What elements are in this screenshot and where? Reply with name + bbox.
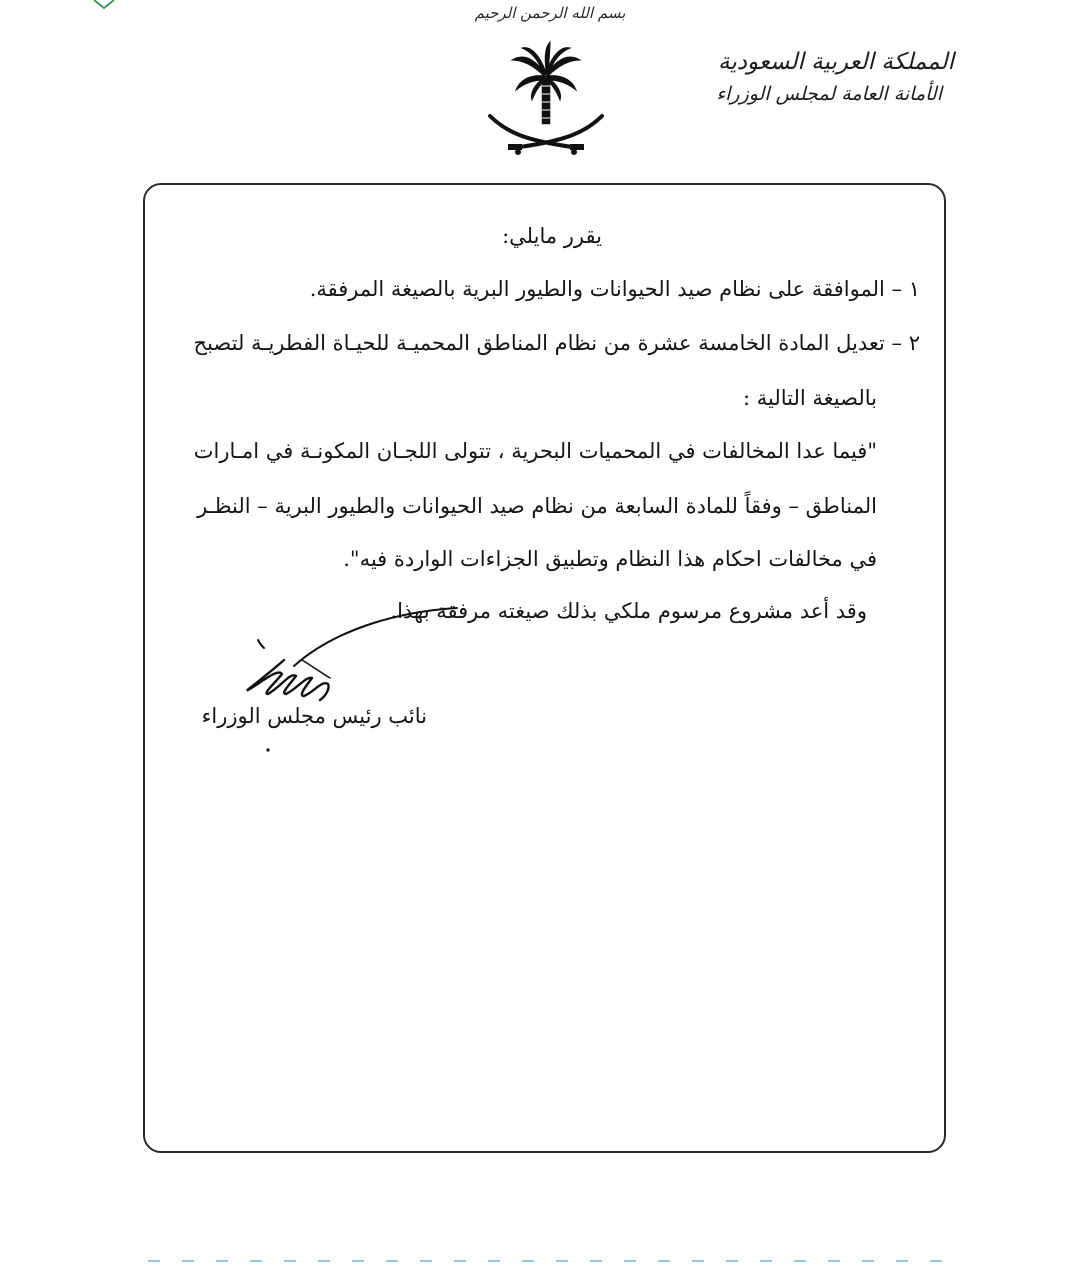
saudi-emblem-icon xyxy=(488,40,604,160)
issuer-block xyxy=(714,44,954,108)
corner-mark-icon xyxy=(92,0,116,10)
issuer-country: المملكة العربية السعودية xyxy=(718,49,954,75)
signatory-title: نائب رئيس مجلس الوزراء xyxy=(201,704,427,728)
footer-strip xyxy=(148,1258,948,1264)
resolution-item-1: ١ – الموافقة على نظام صيد الحيوانات والطيور البرية بالصيغة المرفقة. xyxy=(309,277,920,301)
basmala-heading: بسم الله الرحمن الرحيم xyxy=(474,4,626,22)
decree-note: وقد أعد مشروع مرسوم ملكي بذلك صيغته مرفقة بهذا. xyxy=(390,599,867,623)
quoted-text-line-1: "فيما عدا المخالفات في المحميات البحرية ، تتولى اللجـان المكونـة في امـارات xyxy=(193,439,877,463)
resolution-item-2: ٢ – تعديل المادة الخامسة عشرة من نظام المناطق المحميـة للحيـاة الفطريـة لتصبح xyxy=(193,331,920,355)
issuer-department: الأمانة العامة لمجلس الوزراء xyxy=(716,83,942,105)
resolution-item-2-continuation: بالصيغة التالية : xyxy=(743,386,877,410)
resolution-intro: يقرر مايلي: xyxy=(502,224,602,248)
quoted-text-line-3: في مخالفات احكام هذا النظام وتطبيق الجزاءات الواردة فيه". xyxy=(343,547,877,571)
quoted-text-line-2: المناطق – وفقاً للمادة السابعة من نظام صيد الحيوانات والطيور البرية – النظـر xyxy=(197,494,877,518)
